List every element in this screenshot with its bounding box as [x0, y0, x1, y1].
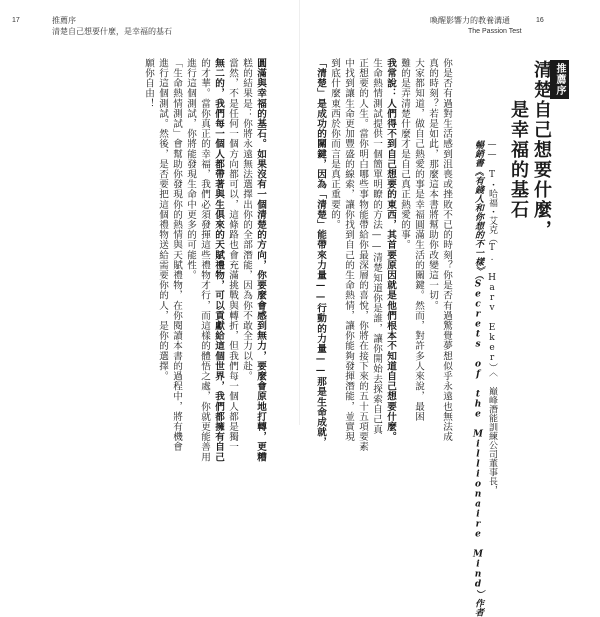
right-page-text-column: 「清楚」是成功的關鍵，因為「清楚」能帶來力量——行動的力量——那是生命成就，	[315, 58, 326, 448]
right-page-text-column: 你是否有過對生活感到沮喪或挫敗不已的時刻？你是否有過驚覺夢想似乎永遠也無法成	[441, 58, 452, 442]
right-page-text-column: 生命熱情測試提供一個簡單明瞭的方法——清楚知道你是誰，讓你開始去探索自己真	[371, 58, 382, 435]
preface-author-book: 暢銷書《有錢人和你想的不一樣》（Secrets of the Millionaire Mind）作者	[473, 140, 483, 617]
left-page-text-column: 「生命熱情測試」會幫助你發現你的熱情與天賦禮物，在你閱讀本書的過程中，將有機會	[171, 58, 182, 452]
right-page-number: 16	[536, 17, 544, 24]
preface-title-line1: 清楚自己想要什麼，	[531, 60, 552, 240]
left-page-text-column: 無二的，我們每一個人都帶著與生俱來的天賦禮物，可以貢獻給這個世界，我們都擁有自己	[213, 58, 224, 462]
right-running-english-title: The Passion Test	[468, 28, 522, 35]
left-page-text-column: 進行這個測試。然後，是否要把這個禮物送給需要你的人，是你的選擇。	[157, 58, 168, 382]
left-page-text-column: 糕的結果是：你將永遠無法選擇出你的全部潛能，因為你不敢全力以赴。	[241, 58, 252, 382]
left-running-section: 推薦序	[52, 16, 76, 25]
left-page-text-column: 圓滿與幸福的基石。如果沒有一個清楚的方向，你要麼會感到無力，要麼會原地打轉，更糟	[255, 58, 266, 462]
right-page-text-column: 正想要的人生。當你明白哪些事物能帶給你最深層的喜悅，你將在接下來的五十五項要素	[357, 58, 368, 452]
right-page-text-column: 我常說：人們得不到自己想要的東西，其首要原因就是他們根本不知道自己想要什麼。	[385, 58, 396, 442]
right-page-text-column: 到底什麼東西於你而言是真正重要的。	[329, 58, 340, 230]
preface-title-line2: 是幸福的基石	[508, 100, 529, 220]
left-page	[0, 0, 300, 462]
right-running-title: 喚醒影響力的教養溝通	[430, 16, 510, 25]
left-page-text-column: 願你自由！	[143, 58, 154, 109]
right-page-text-column: 中找到讓生命更加豐盛的線索，讓你找到自己的生命熱情，讓你能夠發揮潛能，並實現	[343, 58, 354, 442]
right-page	[300, 0, 600, 617]
right-page-text-column: 大家都知道，做自己熱愛的事是幸福圓滿生活的關鍵。然而，對許多人來說，最困	[413, 58, 424, 422]
right-page-text-column: 難的是弄清楚什麼才是自己真正熱愛的事。	[399, 58, 410, 250]
preface-tag: 推薦序	[550, 60, 569, 99]
left-page-text-column: 的才華。當你真正的幸福，我們必須發揮這些禮物才行，而這樣的體悟之處，你就更能善用	[199, 58, 210, 462]
left-page-text-column: 當然，不是任何一個方向都可以，這條路也會充滿挑戰與轉折，但我們每一個人都是獨一	[227, 58, 238, 452]
left-body-text	[142, 58, 266, 462]
right-body-text	[314, 58, 452, 452]
left-running-subtitle: 清楚自己想要什麼，是幸福的基石	[52, 27, 172, 36]
right-page-text-column: 真的時刻？若是如此，那麼這本書將幫助你改變這一切。	[427, 58, 438, 311]
left-page-number: 17	[12, 17, 20, 24]
preface-author: —— T・哈福・艾克（T. Harv Eker）〈 巔峰潛能訓練公司董事長，	[487, 140, 497, 495]
left-page-text-column: 進行這個測試，你將能發現生命中更多的可能性。	[185, 58, 196, 281]
